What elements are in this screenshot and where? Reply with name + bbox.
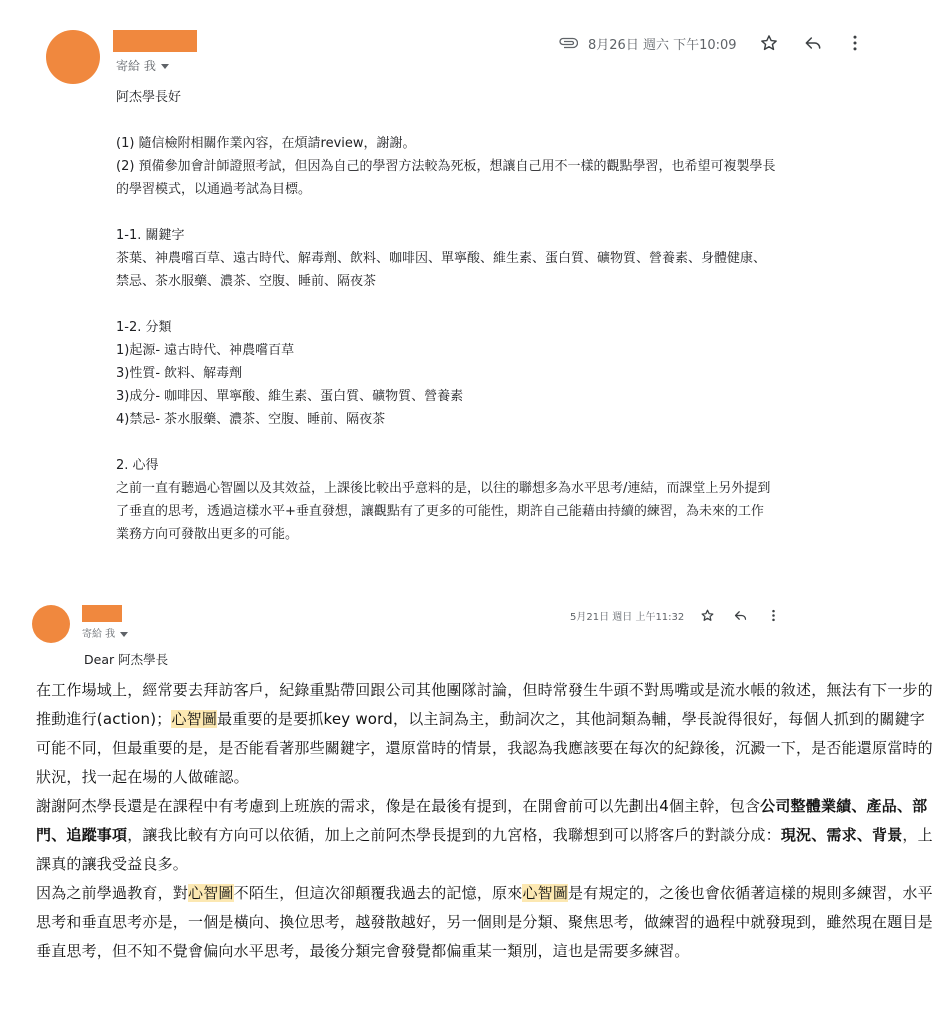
text-run: ，讓我比較有方向可以依循，加上之前阿杰學長提到的九宮格，我聯想到可以將客戶的對談分成：	[127, 826, 781, 844]
message-body	[36, 676, 936, 966]
body-paragraph	[36, 879, 936, 966]
body-line: (1) 隨信檢附相關作業內容，在煩請review，謝謝。	[116, 136, 416, 151]
text-run: 是有規定的，之後也會依循著這樣的規則多練習，水平思考和垂直思考亦是，一個是橫向、換位思考，越發散越好，另一個則是分類、聚焦思考，做練習的過程中就發現到，雖然現在題目是垂直思考，但不知不覺會偏向水平思考，最後分類完會發覺都偏重某一類別，這也是需要多練習。	[36, 884, 933, 960]
star-icon[interactable]	[700, 608, 715, 623]
section-heading: 2. 心得	[116, 458, 159, 473]
body-line: 之前一直有聽過心智圖以及其效益，上課後比較出乎意料的是，以往的聯想多為水平思考/連結，而課堂上另外提到	[116, 481, 771, 496]
body-line: (2) 預備參加會計師證照考試，但因為自己的學習方法較為死板，想讓自己用不一樣的觀點學習，也希望可複製學長	[116, 159, 776, 174]
body-line: 業務方向可發散出更多的可能。	[116, 527, 299, 542]
recipient-label: 寄給 我	[82, 629, 116, 640]
message-date: 5月21日 週日 上午11:32	[570, 611, 685, 623]
reply-icon[interactable]	[733, 608, 748, 623]
greeting: 阿杰學長好	[116, 90, 182, 105]
bold-text: 公司整體業績、產品、部門、追蹤事項	[36, 797, 928, 844]
body-line: 禁忌、茶水服藥、濃茶、空腹、睡前、隔夜茶	[116, 274, 377, 289]
body-paragraph	[36, 792, 936, 879]
section-heading: 1-1. 關鍵字	[116, 228, 185, 243]
recipient-label: 寄給 我	[116, 59, 156, 73]
text-run: 不陌生，但這次卻顛覆我過去的記憶，原來	[233, 884, 523, 902]
chevron-down-icon	[120, 632, 128, 637]
highlighted-keyword: 心智圖	[522, 884, 569, 902]
body-line: 了垂直的思考，透過這樣水平+垂直發想，讓觀點有了更多的可能性，期許自己能藉由持續的練習，為未來的工作	[116, 504, 764, 519]
text-run: 因為之前學過教育，對	[36, 884, 189, 902]
body-paragraph	[36, 676, 936, 792]
recipient-dropdown[interactable]	[82, 625, 128, 640]
body-line: 1)起源- 遠古時代、神農嚐百草	[116, 343, 295, 358]
text-run: 在工作場域上，經常要去拜訪客戶，紀錄重點帶回跟公司其他團隊討論，但時常發生牛頭不對馬嘴或是流水帳的敘述，無法有下一步的推動進行(action)；	[36, 681, 933, 728]
more-vert-icon[interactable]	[766, 608, 781, 623]
sender-avatar[interactable]	[32, 605, 70, 643]
body-line: 4)禁忌- 茶水服藥、濃茶、空腹、睡前、隔夜茶	[116, 412, 386, 427]
sender-name-redacted	[82, 605, 122, 622]
body-line: 茶葉、神農嚐百草、遠古時代、解毒劑、飲料、咖啡因、單寧酸、維生素、蛋白質、礦物質、營養素、身體健康、	[116, 251, 767, 266]
highlighted-keyword: 心智圖	[188, 884, 234, 902]
body-line: 3)成分- 咖啡因、單寧酸、維生素、蛋白質、礦物質、營養素	[116, 389, 464, 404]
message-date: 8月26日 週六 下午10:09	[588, 37, 737, 53]
text-run: ，上課真的讓我受益良多。	[36, 826, 933, 873]
body-line: 3)性質- 飲料、解毒劑	[116, 366, 243, 381]
message-meta	[570, 606, 781, 624]
highlighted-keyword: 心智圖	[171, 710, 218, 728]
section-heading: 1-2. 分類	[116, 320, 172, 335]
greeting: Dear 阿杰學長	[84, 652, 169, 667]
body-line: 的學習模式，以通過考試為目標。	[116, 182, 312, 197]
text-run: 謝謝阿杰學長還是在課程中有考慮到上班族的需求，像是在最後有提到，在開會前可以先劃出4個主幹，包含	[36, 797, 761, 815]
bold-text: 現況、需求、背景	[780, 826, 903, 844]
text-run: 最重要的是要抓key word，以主詞為主，動詞次之，其他詞類為輔，學長說得很好，每個人抓到的關鍵字可能不同，但最重要的是，是否能看著那些關鍵字，還原當時的情景，我認為我應該要在每次的紀錄後，沉澱一下，是否能還原當時的狀況，找一起在場的人做確認。	[36, 710, 933, 786]
